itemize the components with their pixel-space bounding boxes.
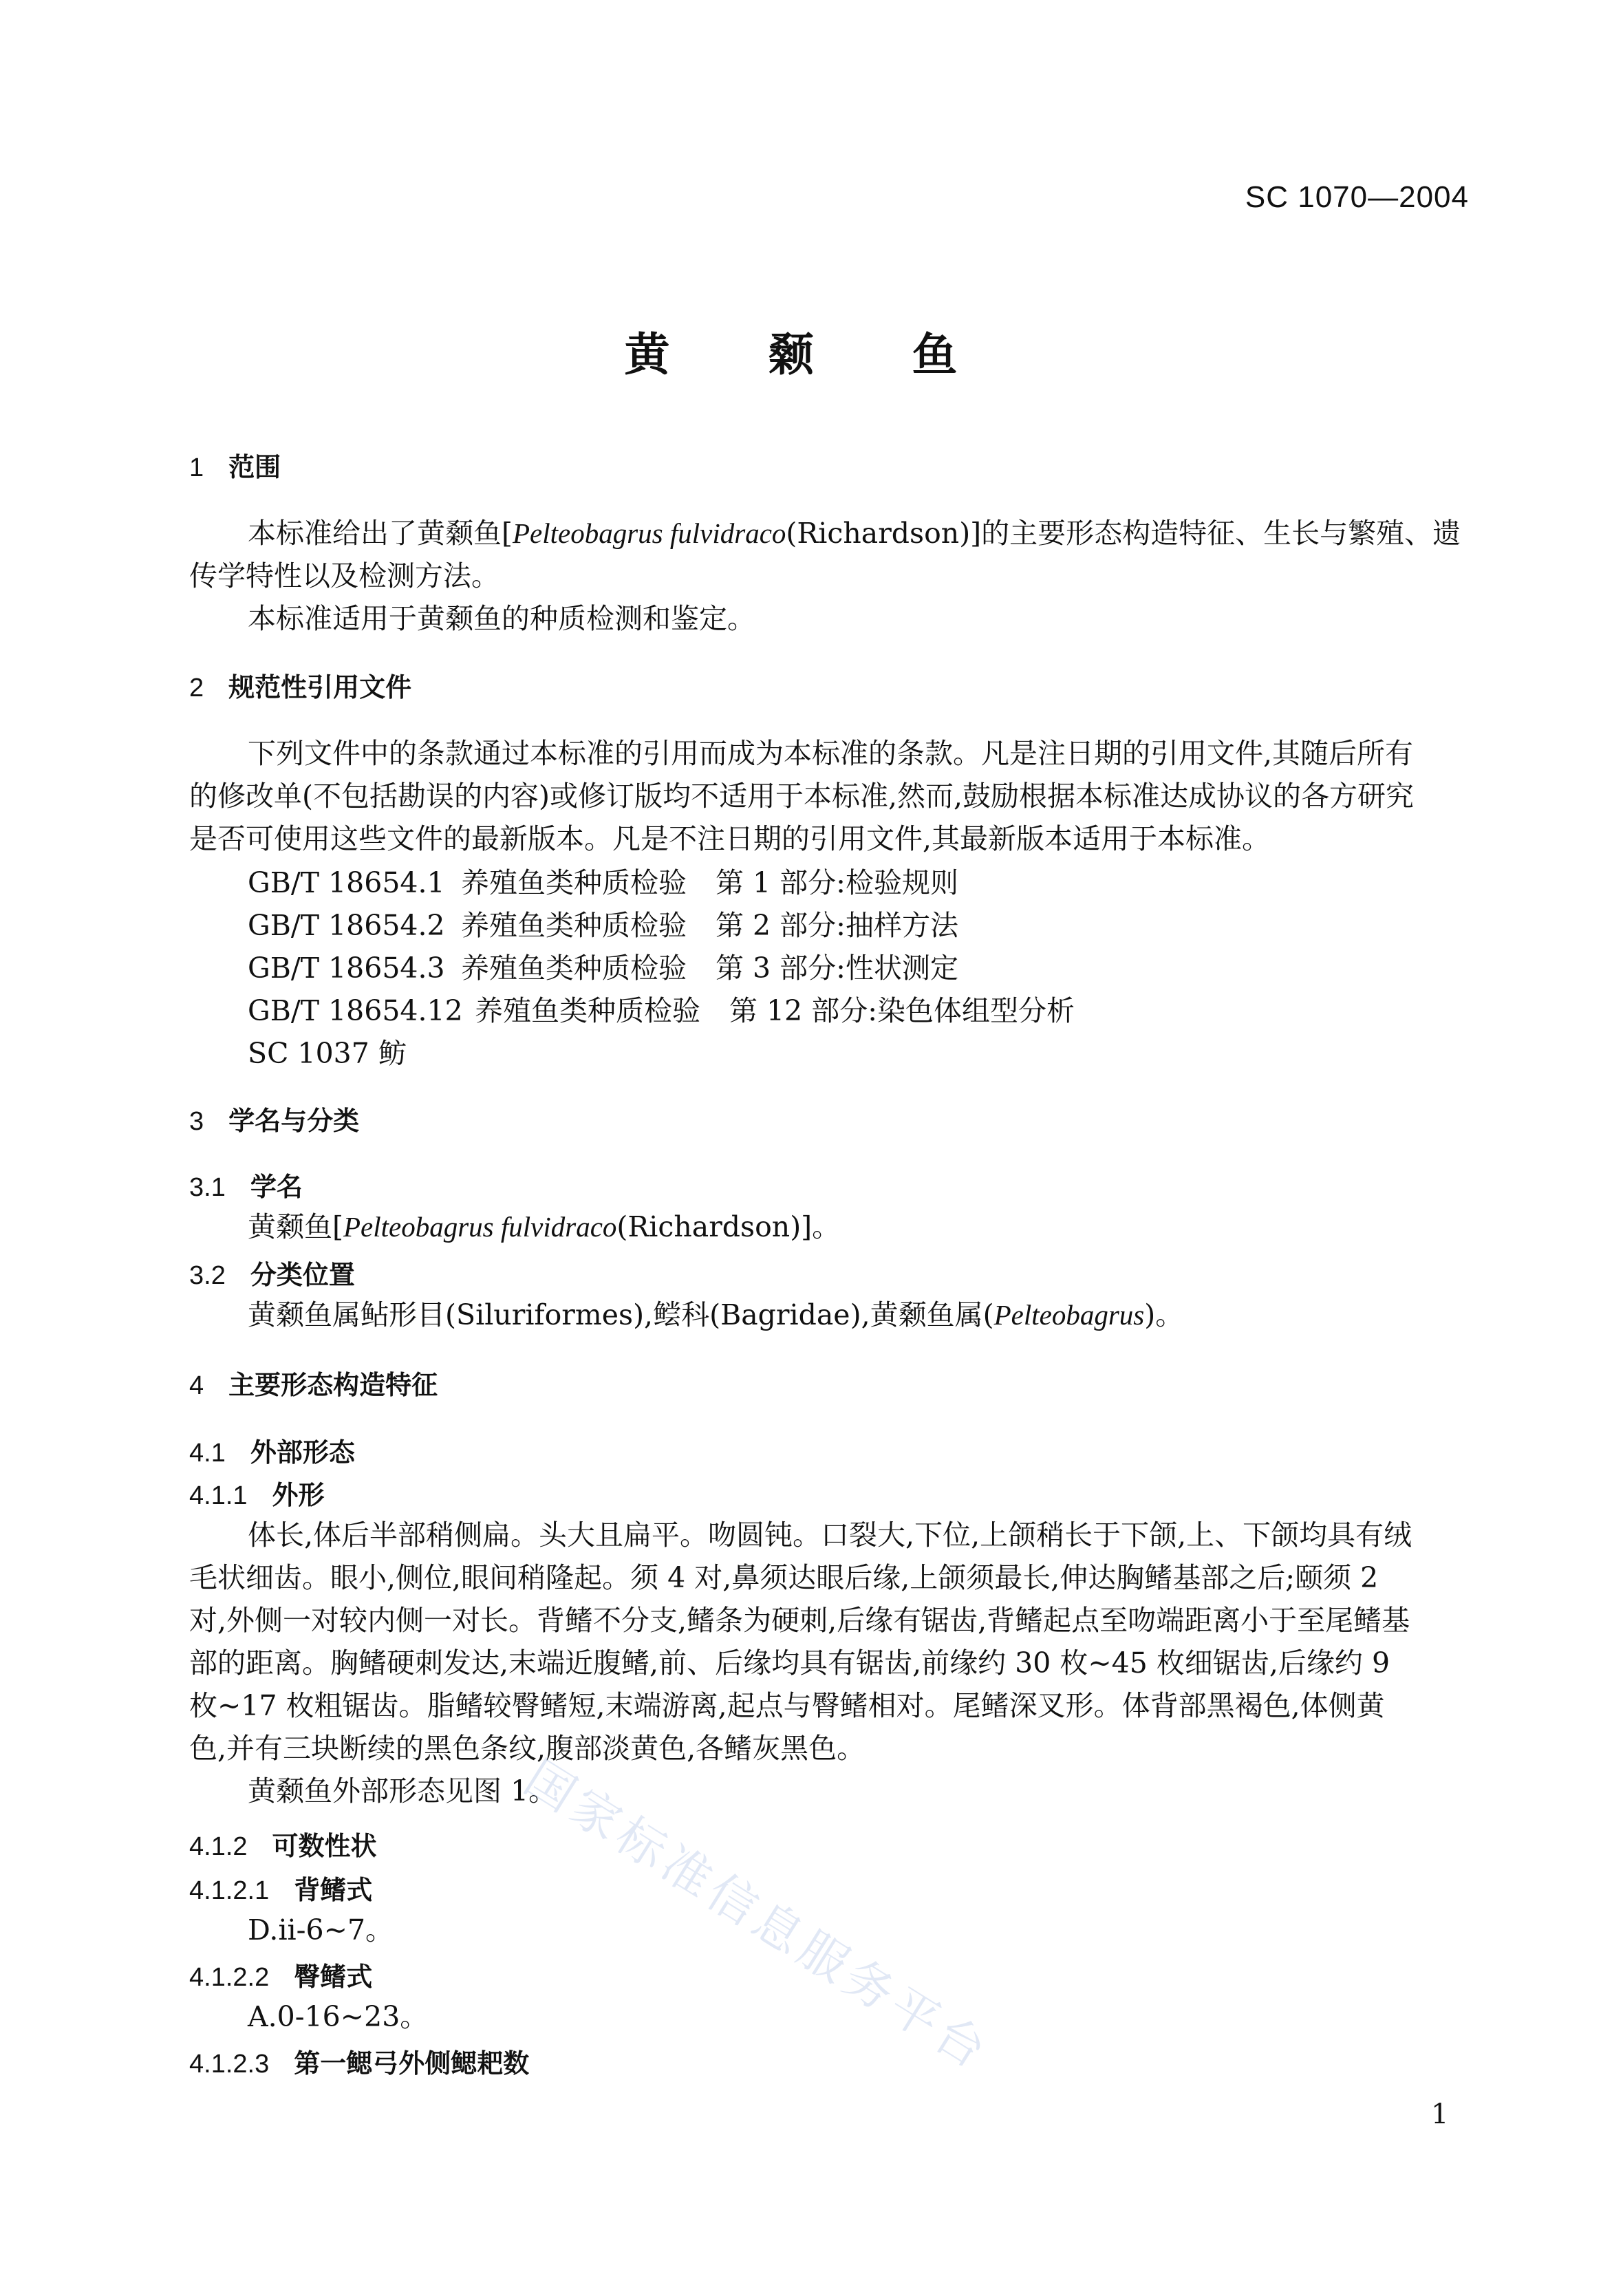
reference-item: GB/T 18654.2 养殖鱼类种质检验 第 2 部分:抽样方法 xyxy=(248,909,958,942)
section-4-1-1-heading: 4.1.1 外形 xyxy=(189,1480,325,1510)
watermark: 国家标准信息服务平台 xyxy=(515,1749,1000,2082)
body-line: 色,并有三块断续的黑色条纹,腹部淡黄色,各鳍灰黑色。 xyxy=(189,1732,866,1765)
body-line: 体长,体后半部稍侧扁。头大且扁平。吻圆钝。口裂大,下位,上颌稍长于下颌,上、下颌均具有绒 xyxy=(248,1519,1412,1552)
section-3-2-text: 黄颡鱼属鲇形目(Siluriformes),鲿科(Bagridae),黄颡鱼属(Pelteobagrus)。 xyxy=(248,1298,1184,1331)
section-1-paragraph-1: 本标准给出了黄颡鱼[Pelteobagrus fulvidraco(Richardson)]的主要形态构造特征、生长与繁殖、遗 xyxy=(248,517,1461,550)
dorsal-fin-formula: D.ii-6~7。 xyxy=(248,1913,394,1946)
section-4-1-2-3-heading: 4.1.2.3 第一鳃弓外侧鳃耙数 xyxy=(189,2048,530,2079)
body-line: 对,外侧一对较内侧一对长。背鳍不分支,鳍条为硬刺,后缘有锯齿,背鳍起点至吻端距离小于至尾鳍基 xyxy=(189,1604,1410,1637)
figure-reference: 黄颡鱼外部形态见图 1。 xyxy=(248,1774,557,1807)
section-3-2-heading: 3.2 分类位置 xyxy=(189,1260,355,1290)
reference-item: GB/T 18654.3 养殖鱼类种质检验 第 3 部分:性状测定 xyxy=(248,952,958,985)
section-4-1-2-2-heading: 4.1.2.2 臀鳍式 xyxy=(189,1962,373,1992)
body-line: 毛状细齿。眼小,侧位,眼间稍隆起。须 4 对,鼻须达眼后缘,上颌须最长,伸达胸鳍基部之后;颐须 2 xyxy=(189,1561,1379,1594)
section-4-1-heading: 4.1 外部形态 xyxy=(189,1437,355,1468)
standard-number: SC 1070—2004 xyxy=(1245,180,1469,214)
section-1-paragraph-2: 本标准适用于黄颡鱼的种质检测和鉴定。 xyxy=(248,602,755,635)
reference-item: GB/T 18654.1 养殖鱼类种质检验 第 1 部分:检验规则 xyxy=(248,866,958,899)
section-4-heading: 4 主要形态构造特征 xyxy=(189,1370,438,1400)
section-2-paragraph-line-3: 是否可使用这些文件的最新版本。凡是不注日期的引用文件,其最新版本适用于本标准。 xyxy=(189,822,1271,855)
section-2-heading: 2 规范性引用文件 xyxy=(189,672,412,702)
page-title: 黄 颡 鱼 xyxy=(624,328,999,381)
genus-name: Pelteobagrus xyxy=(993,1299,1145,1331)
body-line: 部的距离。胸鳍硬刺发达,末端近腹鳍,前、后缘均具有锯齿,前缘约 30 枚~45 枚细锯齿,后缘约 9 xyxy=(189,1646,1390,1680)
section-3-1-heading: 3.1 学名 xyxy=(189,1172,303,1202)
section-1-heading: 1 范围 xyxy=(189,452,281,482)
species-name: Pelteobagrus fulvidraco xyxy=(513,517,786,549)
section-4-1-2-1-heading: 4.1.2.1 背鳍式 xyxy=(189,1875,373,1905)
reference-item: SC 1037 鲂 xyxy=(248,1037,407,1070)
section-2-paragraph-line-2: 的修改单(不包括勘误的内容)或修订版均不适用于本标准,然而,鼓励根据本标准达成协议的各方研究 xyxy=(189,780,1415,813)
section-1-paragraph-1-cont: 传学特性以及检测方法。 xyxy=(189,559,499,592)
section-3-1-text: 黄颡鱼[Pelteobagrus fulvidraco(Richardson)]。 xyxy=(248,1210,841,1243)
reference-item: GB/T 18654.12 养殖鱼类种质检验 第 12 部分:染色体组型分析 xyxy=(248,994,1075,1027)
section-4-1-2-heading: 4.1.2 可数性状 xyxy=(189,1831,377,1861)
anal-fin-formula: A.0-16~23。 xyxy=(248,2000,429,2033)
section-3-heading: 3 学名与分类 xyxy=(189,1106,360,1136)
page-number: 1 xyxy=(1431,2099,1449,2130)
species-name: Pelteobagrus fulvidraco xyxy=(343,1211,617,1243)
body-line: 枚~17 枚粗锯齿。脂鳍较臀鳍短,末端游离,起点与臀鳍相对。尾鳍深叉形。体背部黑褐色,体侧黄 xyxy=(189,1689,1385,1722)
section-2-paragraph-line-1: 下列文件中的条款通过本标准的引用而成为本标准的条款。凡是注日期的引用文件,其随后所有 xyxy=(248,737,1414,770)
